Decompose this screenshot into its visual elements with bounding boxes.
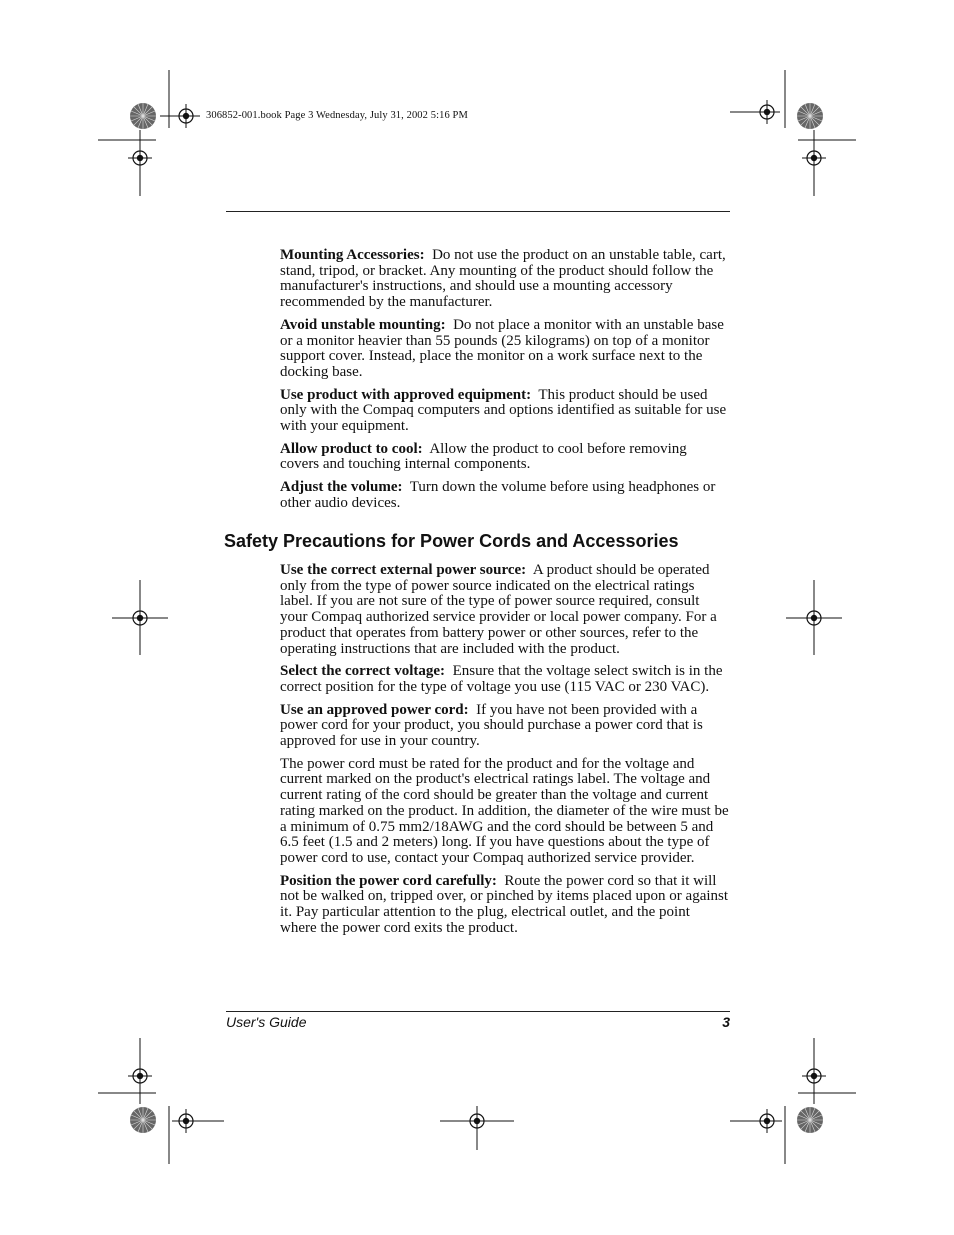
section-2-content (280, 563, 729, 943)
paragraph-lead: Use an approved power cord: (280, 701, 469, 718)
paragraph-lead: Select the correct voltage: (280, 663, 446, 680)
section-heading: Safety Precautions for Power Cords and Accessories (224, 531, 679, 551)
paragraph-body: This product should be used only with the Compaq computers and options identified as suitable for use with your equipment. (280, 386, 727, 435)
paragraph-body: A product should be operated only from the type of power source indicated on the electrical ratings label. If you are not sure of the type of power source required, consult your Compaq authorized service provider or local power company. For a product that operates from battery power or other sources, refer to the operating instructions that are included with the product. (280, 562, 717, 657)
paragraph-lead: Adjust the volume: (280, 479, 403, 496)
section-1-content (280, 248, 729, 519)
footer-title: User's Guide (226, 1014, 307, 1030)
book-header: 306852-001.book Page 3 Wednesday, July 31, 2002 5:16 PM (206, 110, 468, 121)
paragraph-body: If you have not been provided with a power cord for your product, you should purchase a power cord that is approved for use in your country. (280, 701, 703, 750)
paragraph-body: Ensure that the voltage select switch is in the correct position for the type of voltage you use (115 VAC or 230 VAC). (280, 663, 723, 695)
paragraph-lead: Allow product to cool: (280, 440, 423, 457)
paragraph-lead: Mounting Accessories: (280, 247, 425, 263)
paragraph-approved-equipment (280, 388, 729, 435)
paragraph-allow-cool (280, 442, 729, 473)
paragraph-approved-power-cord (280, 703, 729, 750)
paragraph-body: Allow the product to cool before removing covers and touching internal components. (280, 440, 687, 473)
paragraph-adjust-volume (280, 480, 729, 511)
paragraph-body: Route the power cord so that it will not be walked on, tripped over, or pinched by items placed upon or against it. Pay particular attention to the plug, electrical outlet, and the point where the power cord exits the product. (280, 872, 729, 936)
paragraph-body: Do not use the product on an unstable table, cart, stand, tripod, or bracket. Any mounting of the product should follow the manufacturer's instructions, and should use a mounting accessory recommended by the manufacturer. (280, 247, 726, 311)
top-rule (226, 211, 730, 212)
paragraph-avoid-unstable-mounting (280, 318, 729, 381)
paragraph-lead: Use product with approved equipment: (280, 386, 532, 403)
paragraph-body: Do not place a monitor with an unstable base or a monitor heavier than 55 pounds (25 kilograms) on top of a monitor support cover. Instead, place the monitor on a work surface next to the docking base. (280, 316, 724, 380)
page-number: 3 (722, 1014, 730, 1030)
paragraph-position-power-cord (280, 874, 729, 937)
paragraph-lead: Avoid unstable mounting: (280, 316, 446, 333)
paragraph-external-power-source (280, 563, 729, 657)
bottom-rule (226, 1011, 730, 1012)
paragraph-lead: Use the correct external power source: (280, 562, 527, 578)
paragraph-body: The power cord must be rated for the product and for the voltage and current marked on the product's electrical ratings label. The voltage and current rating of the cord should be greater than the voltage and current rating marked on the product. In addition, the diameter of the wire must be a minimum of 0.75 mm2/18AWG and the cord should be between 5 and 6.5 feet (1.5 and 2 meters) long. If you have questions about the type of power cord to use, contact your Compaq authorized service provider. (280, 755, 729, 866)
paragraph-correct-voltage (280, 664, 729, 695)
paragraph-power-cord-rating (280, 757, 729, 867)
paragraph-mounting-accessories (280, 248, 729, 311)
paragraph-lead: Position the power cord carefully: (280, 872, 497, 889)
paragraph-body: Turn down the volume before using headphones or other audio devices. (280, 479, 716, 511)
